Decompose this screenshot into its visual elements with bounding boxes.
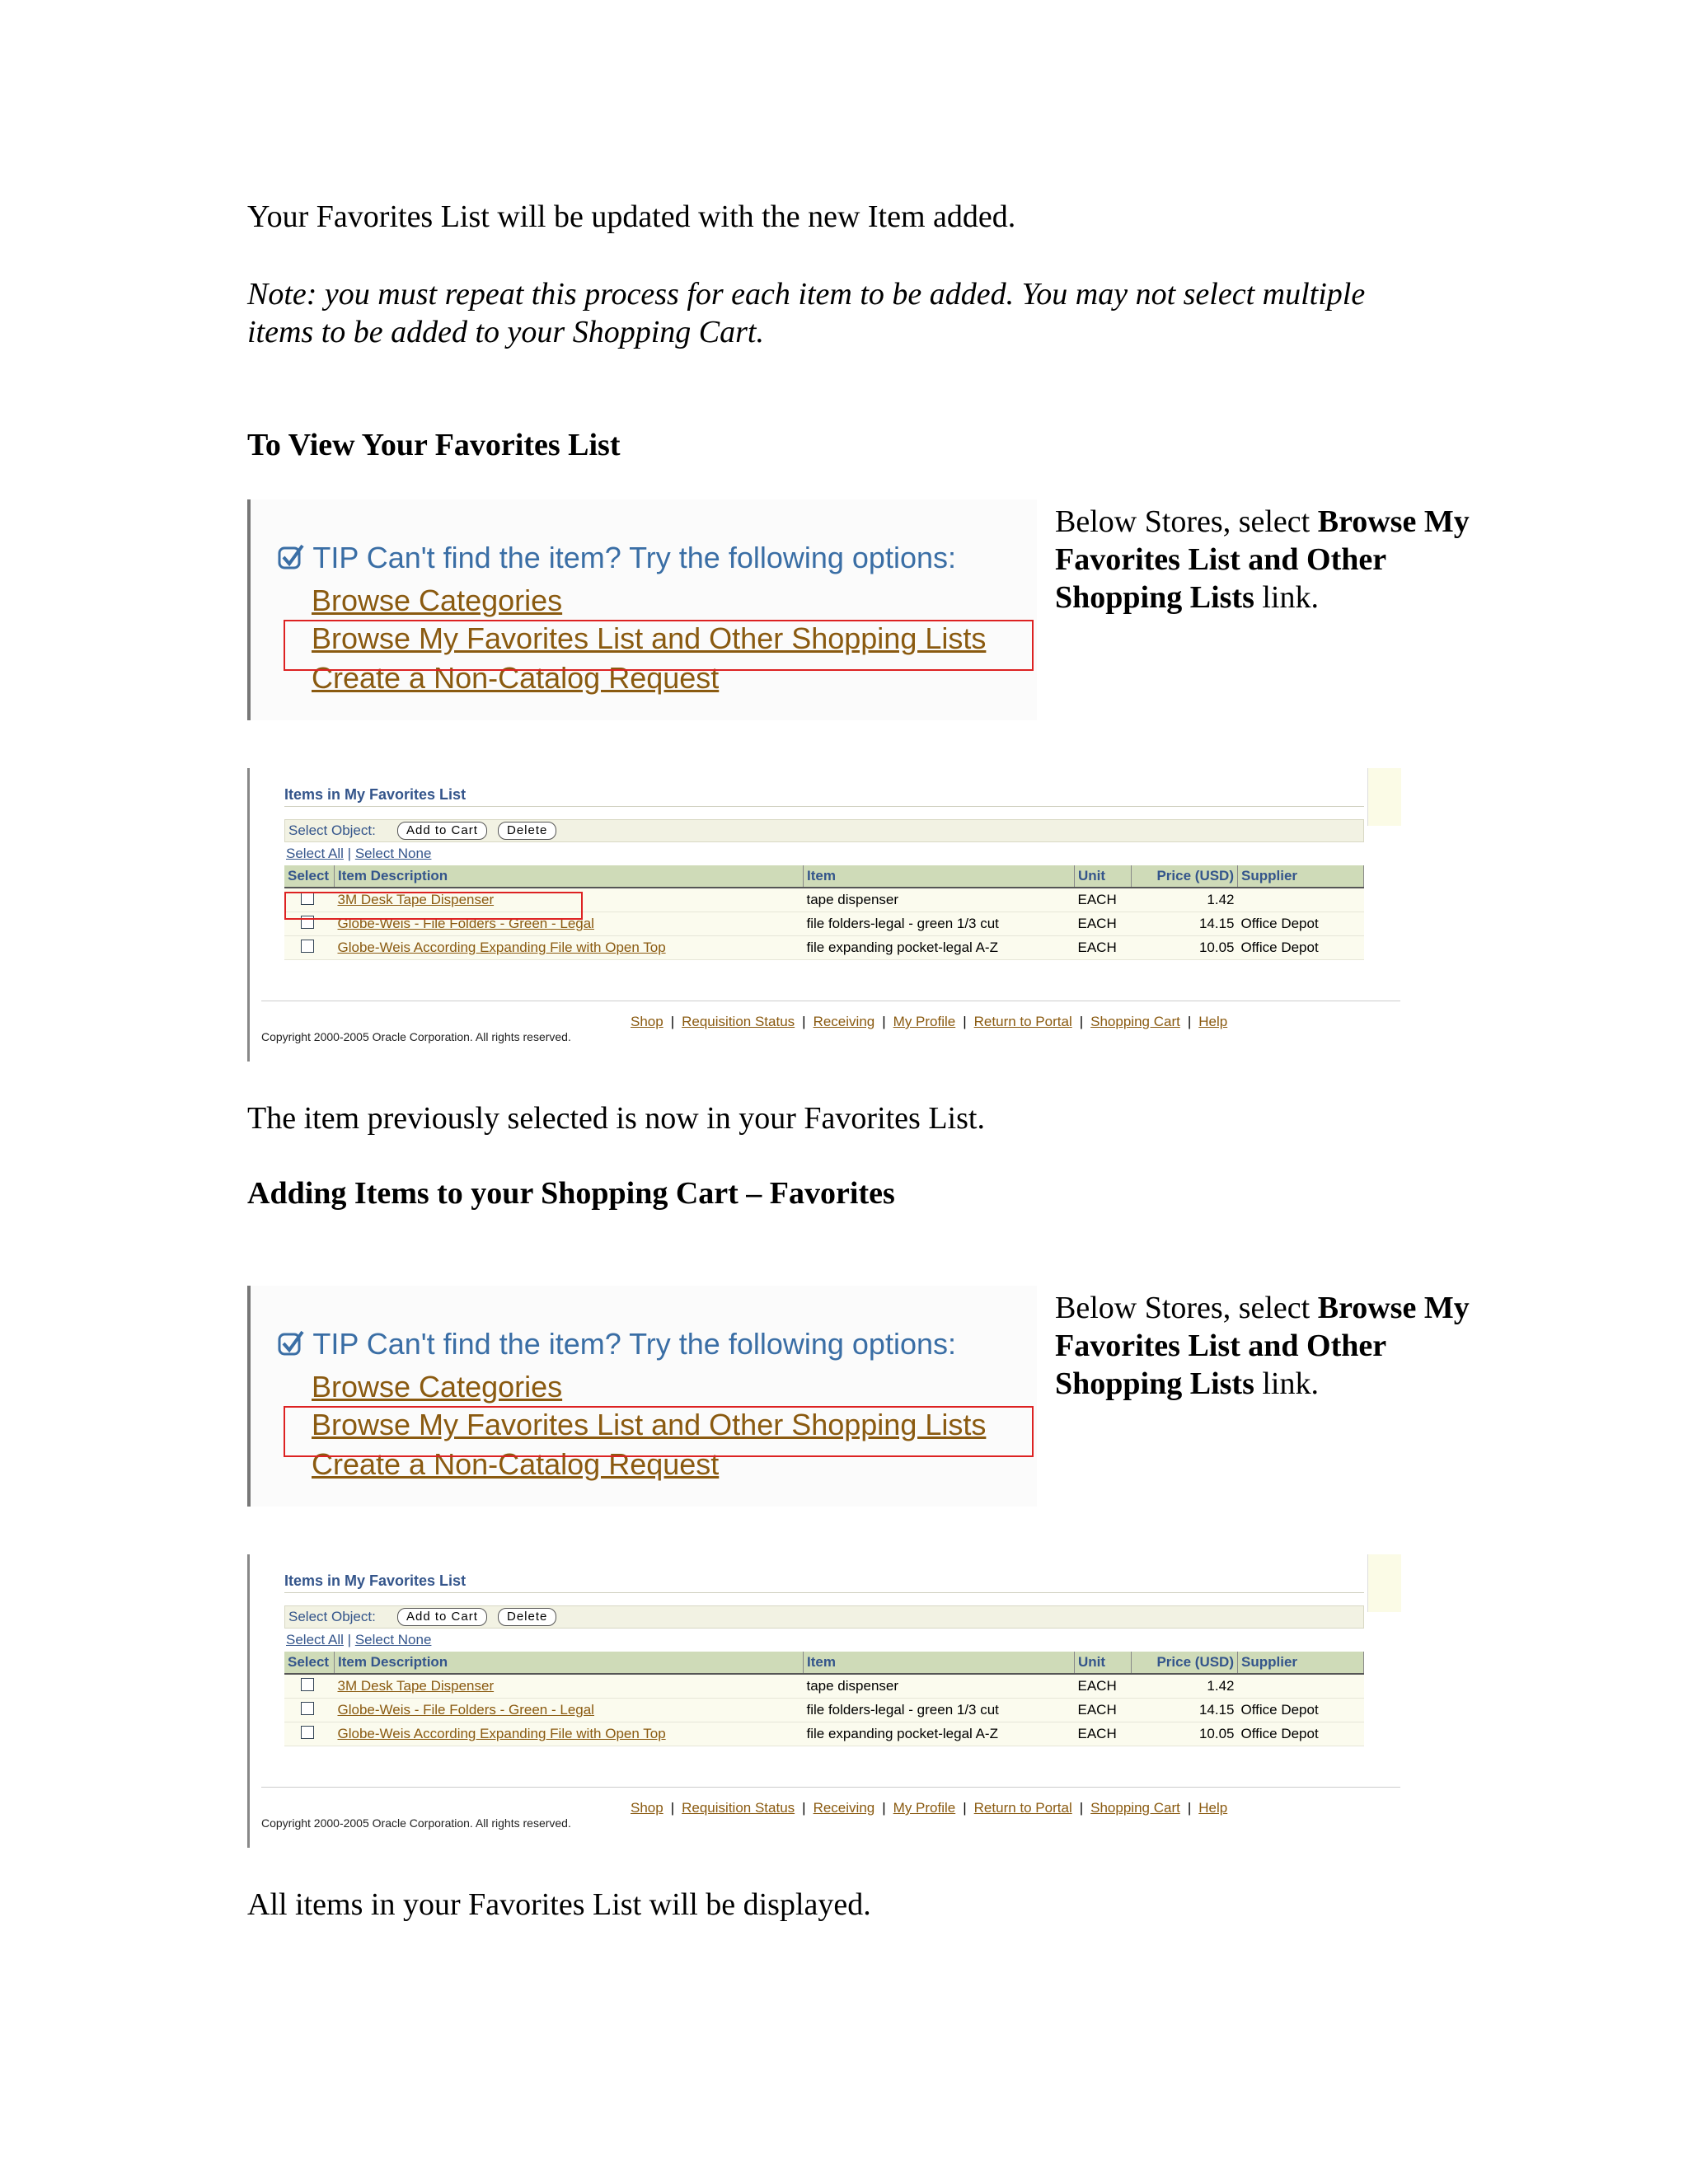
heading-adding-items: Adding Items to your Shopping Cart – Favorites (247, 1176, 895, 1211)
price-cell: 10.05 (1132, 936, 1238, 960)
all-items-paragraph: All items in your Favorites List will be displayed. (247, 1887, 871, 1922)
side-prefix: Below Stores, select (1055, 1291, 1318, 1325)
item-description-link[interactable]: Globe-Weis - File Folders - Green - Legal (335, 912, 804, 936)
footer-link-return-to-portal[interactable]: Return to Portal (973, 1800, 1072, 1816)
price-cell: 10.05 (1132, 1722, 1238, 1746)
col-item: Item (804, 1652, 1075, 1674)
col-price: Price (USD) (1132, 865, 1238, 888)
previously-selected-paragraph: The item previously selected is now in your Favorites List. (247, 1101, 985, 1136)
footer-divider (261, 1787, 1400, 1788)
footer-link-my-profile[interactable]: My Profile (893, 1014, 956, 1029)
tip-line (277, 1327, 956, 1361)
unit-cell: EACH (1075, 1722, 1132, 1746)
item-description-link[interactable]: 3M Desk Tape Dispenser (335, 888, 804, 912)
table-header (284, 1652, 1364, 1674)
tip-label: TIP (312, 541, 359, 574)
footer-link-requisition-status[interactable]: Requisition Status (682, 1800, 795, 1816)
col-supplier: Supplier (1238, 1652, 1364, 1674)
row-checkbox[interactable] (301, 1726, 314, 1739)
favorites-title: Items in My Favorites List (284, 1572, 467, 1589)
unit-cell: EACH (1075, 936, 1132, 960)
footer-link-shop[interactable]: Shop (631, 1014, 663, 1029)
item-cell: tape dispenser (804, 888, 1075, 912)
item-cell: file expanding pocket-legal A-Z (804, 1722, 1075, 1746)
side-instruction (1055, 503, 1484, 616)
unit-cell: EACH (1075, 888, 1132, 912)
item-cell: tape dispenser (804, 1674, 1075, 1699)
col-select: Select (284, 865, 335, 888)
side-bold: Browse My Favorites List and Other Shopping Lists (1055, 504, 1470, 615)
price-cell: 14.15 (1132, 912, 1238, 936)
non-catalog-request-link[interactable]: Create a Non-Catalog Request (312, 661, 720, 695)
select-object-label: Select Object: (288, 823, 376, 838)
footer-link-help[interactable]: Help (1198, 1800, 1228, 1816)
table-row (284, 1674, 1364, 1699)
select-all-none: Select All | Select None (286, 846, 432, 861)
item-description-link[interactable]: Globe-Weis - File Folders - Green - Legal (335, 1699, 804, 1722)
tip-text: Can't find the item? Try the following options: (366, 1327, 956, 1361)
browse-categories-link[interactable]: Browse Categories (312, 1370, 563, 1404)
side-prefix: Below Stores, select (1055, 504, 1318, 539)
col-unit: Unit (1075, 865, 1132, 888)
col-item: Item (804, 865, 1075, 888)
select-all-link[interactable]: Select All (286, 1632, 344, 1647)
tip-screenshot (247, 499, 1037, 720)
col-supplier: Supplier (1238, 865, 1364, 888)
supplier-cell (1238, 888, 1364, 912)
delete-button[interactable]: Delete (498, 1608, 556, 1626)
item-description-link[interactable]: Globe-Weis According Expanding File with Open Top (335, 936, 804, 960)
row-checkbox[interactable] (301, 1678, 314, 1691)
heading-view-favorites: To View Your Favorites List (247, 428, 621, 462)
browse-favorites-link[interactable]: Browse My Favorites List and Other Shopping Lists (312, 621, 987, 655)
favorites-title: Items in My Favorites List (284, 786, 467, 803)
select-all-none: Select All | Select None (286, 1632, 432, 1647)
row-checkbox[interactable] (301, 1702, 314, 1715)
highlight-box (284, 1406, 1034, 1457)
tip-screenshot (247, 1286, 1037, 1507)
table-row (284, 1699, 1364, 1722)
select-all-link[interactable]: Select All (286, 846, 344, 861)
select-object-bar (284, 1605, 1364, 1629)
col-unit: Unit (1075, 1652, 1132, 1674)
supplier-cell: Office Depot (1238, 912, 1364, 936)
price-cell: 1.42 (1132, 888, 1238, 912)
select-object-bar (284, 819, 1364, 842)
side-suffix: link. (1254, 1366, 1319, 1401)
favorites-screenshot (247, 768, 1404, 1062)
browse-categories-link[interactable]: Browse Categories (312, 583, 563, 617)
item-cell: file expanding pocket-legal A-Z (804, 936, 1075, 960)
copyright: Copyright 2000-2005 Oracle Corporation. All rights reserved. (261, 1030, 571, 1043)
copyright: Copyright 2000-2005 Oracle Corporation. All rights reserved. (261, 1816, 571, 1830)
tip-text: Can't find the item? Try the following options: (366, 541, 956, 574)
footer-link-receiving[interactable]: Receiving (813, 1014, 875, 1029)
unit-cell: EACH (1075, 1674, 1132, 1699)
supplier-cell (1238, 1674, 1364, 1699)
item-description-link[interactable]: 3M Desk Tape Dispenser (335, 1674, 804, 1699)
footer-links: Shop | Requisition Status | Receiving | My Profile | Return to Portal | Shopping Cart | Help (631, 1014, 1228, 1029)
footer-links: Shop | Requisition Status | Receiving | My Profile | Return to Portal | Shopping Cart | Help (631, 1800, 1228, 1816)
side-suffix: link. (1254, 580, 1319, 615)
footer-link-my-profile[interactable]: My Profile (893, 1800, 956, 1816)
divider (284, 1592, 1364, 1593)
item-cell: file folders-legal - green 1/3 cut (804, 1699, 1075, 1722)
tip-label: TIP (312, 1327, 359, 1361)
unit-cell: EACH (1075, 1699, 1132, 1722)
table-row (284, 1722, 1364, 1746)
updated-paragraph: Your Favorites List will be updated with the new Item added. (247, 199, 1016, 234)
add-to-cart-button[interactable]: Add to Cart (397, 822, 487, 840)
footer-link-shopping-cart[interactable]: Shopping Cart (1090, 1014, 1180, 1029)
favorites-table (284, 1652, 1364, 1746)
price-cell: 14.15 (1132, 1699, 1238, 1722)
checkmark-icon (277, 1329, 305, 1357)
highlight-box (284, 892, 583, 920)
footer-link-requisition-status[interactable]: Requisition Status (682, 1014, 795, 1029)
delete-button[interactable]: Delete (498, 822, 556, 840)
checkmark-icon (277, 543, 305, 571)
note-paragraph: Note: you must repeat this process for each item to be added. You may not select multiple items to be added to your Shopping Cart. (247, 277, 1366, 349)
supplier-cell: Office Depot (1238, 1699, 1364, 1722)
unit-cell: EACH (1075, 912, 1132, 936)
item-description-link[interactable]: Globe-Weis According Expanding File with Open Top (335, 1722, 804, 1746)
divider (284, 806, 1364, 807)
tip-line (277, 541, 956, 575)
side-instruction (1055, 1289, 1484, 1403)
side-panel (1367, 1554, 1401, 1612)
table-row (284, 936, 1364, 960)
side-bold: Browse My Favorites List and Other Shopping Lists (1055, 1291, 1470, 1401)
item-cell: file folders-legal - green 1/3 cut (804, 912, 1075, 936)
side-panel (1367, 768, 1401, 826)
price-cell: 1.42 (1132, 1674, 1238, 1699)
select-object-label: Select Object: (288, 1609, 376, 1624)
footer-link-return-to-portal[interactable]: Return to Portal (973, 1014, 1072, 1029)
supplier-cell: Office Depot (1238, 936, 1364, 960)
footer-link-help[interactable]: Help (1198, 1014, 1228, 1029)
highlight-box (284, 620, 1034, 671)
col-item-description[interactable]: Item Description (335, 1652, 804, 1674)
footer-link-shopping-cart[interactable]: Shopping Cart (1090, 1800, 1180, 1816)
footer-link-shop[interactable]: Shop (631, 1800, 663, 1816)
select-none-link[interactable]: Select None (354, 846, 432, 861)
row-checkbox[interactable] (301, 940, 314, 953)
browse-favorites-link[interactable]: Browse My Favorites List and Other Shopping Lists (312, 1408, 987, 1441)
non-catalog-request-link[interactable]: Create a Non-Catalog Request (312, 1447, 720, 1481)
supplier-cell: Office Depot (1238, 1722, 1364, 1746)
add-to-cart-button[interactable]: Add to Cart (397, 1608, 487, 1626)
table-header (284, 865, 1364, 888)
footer-link-receiving[interactable]: Receiving (813, 1800, 875, 1816)
col-price: Price (USD) (1132, 1652, 1238, 1674)
favorites-screenshot (247, 1554, 1404, 1848)
col-item-description[interactable]: Item Description (335, 865, 804, 888)
select-none-link[interactable]: Select None (354, 1632, 432, 1647)
col-select: Select (284, 1652, 335, 1674)
